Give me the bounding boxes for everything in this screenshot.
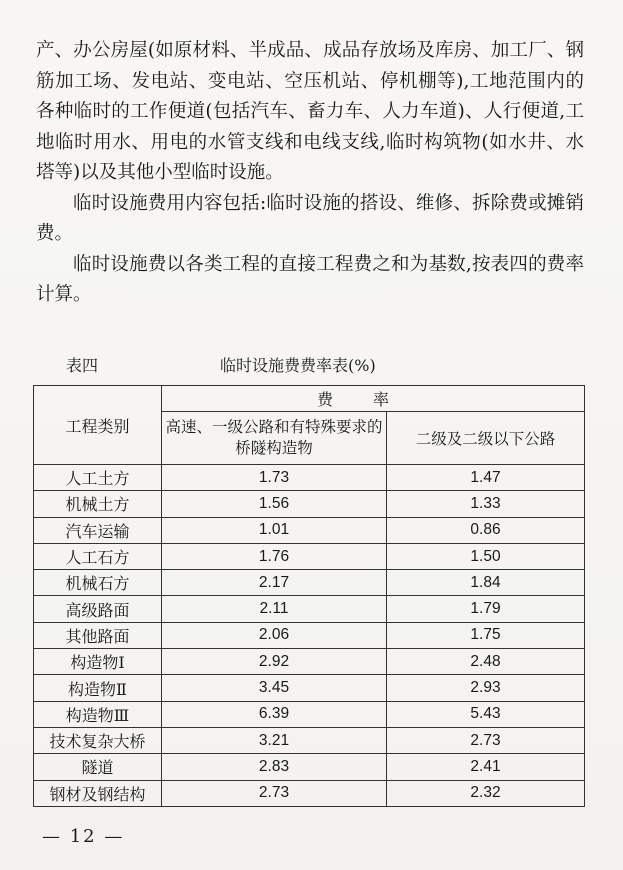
row-rate-expressway: 1.73 (162, 465, 387, 491)
row-category: 人工土方 (34, 465, 162, 491)
row-rate-secondary: 1.33 (387, 491, 585, 517)
header-expressway: 高速、一级公路和有特殊要求的桥隧构造物 (162, 412, 387, 465)
row-category: 高级路面 (34, 596, 162, 622)
row-category: 钢材及钢结构 (34, 780, 162, 806)
row-rate-secondary: 1.84 (387, 570, 585, 596)
header-secondary-road: 二级及二级以下公路 (387, 412, 585, 465)
table-row (34, 675, 585, 701)
row-category: 机械土方 (34, 491, 162, 517)
rate-table (33, 385, 585, 807)
table-row (34, 727, 585, 753)
table-label: 表四 (66, 356, 99, 375)
row-category: 技术复杂大桥 (34, 727, 162, 753)
row-rate-expressway: 3.21 (162, 727, 387, 753)
row-rate-expressway: 2.17 (162, 570, 387, 596)
table-row (34, 517, 585, 543)
row-rate-expressway: 2.06 (162, 622, 387, 648)
row-category: 构造物Ⅲ (34, 701, 162, 727)
row-rate-expressway: 1.01 (162, 517, 387, 543)
row-rate-expressway: 3.45 (162, 675, 387, 701)
row-rate-secondary: 1.75 (387, 622, 585, 648)
row-rate-expressway: 2.73 (162, 780, 387, 806)
row-rate-secondary: 2.41 (387, 754, 585, 780)
table-row (34, 622, 585, 648)
table-row (34, 596, 585, 622)
header-rate: 费率 (162, 386, 585, 412)
row-category: 隧道 (34, 754, 162, 780)
row-rate-secondary: 2.32 (387, 780, 585, 806)
row-rate-secondary: 2.73 (387, 727, 585, 753)
table-row (34, 543, 585, 569)
paragraph-fee-content: 临时设施费用内容包括:临时设施的搭设、维修、拆除费或摊销费。 (36, 192, 584, 244)
table-row (34, 491, 585, 517)
row-rate-expressway: 2.92 (162, 649, 387, 675)
table-row (34, 649, 585, 675)
row-rate-secondary: 1.79 (387, 596, 585, 622)
paragraph-continued: 产、办公房屋(如原材料、半成品、成品存放场及库房、加工厂、钢筋加工场、发电站、变电站、空压机站、停机棚等),工地范围内的各种临时的工作便道(包括汽车、畜力车、人力车道)、人行便道,工地临时用水、用电的水管支线和电线支线,临时构筑物(如水井、水塔等)以及其他小型临时设施。 (36, 40, 584, 183)
body-text (36, 36, 584, 311)
table-row (34, 701, 585, 727)
row-rate-expressway: 6.39 (162, 701, 387, 727)
row-rate-secondary: 5.43 (387, 701, 585, 727)
row-category: 人工石方 (34, 543, 162, 569)
rate-table-body (34, 465, 585, 807)
row-rate-secondary: 0.86 (387, 517, 585, 543)
table-row (34, 754, 585, 780)
row-rate-secondary: 2.48 (387, 649, 585, 675)
header-category: 工程类别 (34, 386, 162, 465)
row-category: 构造物Ⅱ (34, 675, 162, 701)
page-number: — 12 — (42, 826, 125, 847)
row-category: 其他路面 (34, 622, 162, 648)
row-rate-expressway: 1.56 (162, 491, 387, 517)
row-rate-expressway: 2.83 (162, 754, 387, 780)
table-row (34, 465, 585, 491)
row-category: 构造物Ⅰ (34, 649, 162, 675)
table-row (34, 780, 585, 806)
paragraph-fee-basis: 临时设施费以各类工程的直接工程费之和为基数,按表四的费率计算。 (36, 253, 584, 305)
row-rate-secondary: 1.47 (387, 465, 585, 491)
row-category: 机械石方 (34, 570, 162, 596)
row-rate-secondary: 2.93 (387, 675, 585, 701)
table-row (34, 570, 585, 596)
row-rate-secondary: 1.50 (387, 543, 585, 569)
row-category: 汽车运输 (34, 517, 162, 543)
row-rate-expressway: 2.11 (162, 596, 387, 622)
table-title: 临时设施费费率表(%) (220, 356, 376, 375)
row-rate-expressway: 1.76 (162, 543, 387, 569)
